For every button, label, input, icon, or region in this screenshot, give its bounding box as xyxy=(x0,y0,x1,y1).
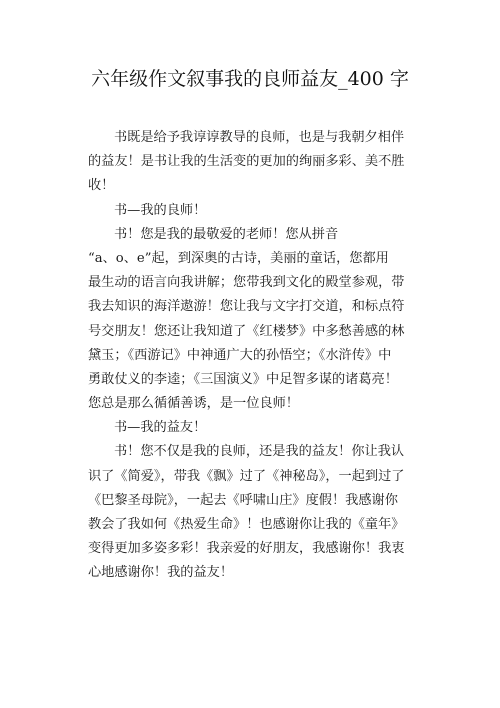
body-line: 《巴黎圣母院》，一起去《呼啸山庄》度假！我感谢你 xyxy=(88,492,398,508)
body-line: 黛玉；《西游记》中神通广大的孙悟空；《水浒传》中 xyxy=(88,347,392,363)
body-line: “a、o、e”起，到深奥的古诗，美丽的童话，您都用 xyxy=(88,250,389,266)
body-line: 识了《简爱》，带我《飘》过了《神秘岛》，一起到过了 xyxy=(88,468,405,484)
body-line: 您总是那么循循善诱，是一位良师！ xyxy=(88,396,299,412)
body-line: 书既是给予我谆谆教导的良师，也是与我朝夕相伴 xyxy=(114,130,405,145)
body-line: 书！您是我的最敬爱的老师！您从拼音 xyxy=(114,226,339,242)
document-title: 六年级作文叙事我的良师益友_400 字 xyxy=(91,68,409,90)
body-line: 最生动的语言向我讲解；您带我到文化的殿堂参观，带 xyxy=(88,275,405,291)
body-line: 号交朋友！您还让我知道了《红楼梦》中多愁善感的林 xyxy=(88,323,405,339)
body-line: 变得更加多姿多彩！我亲爱的好朋友，我感谢你！我衷 xyxy=(88,541,405,557)
body-line: 的益友！是书让我的生活变的更加的绚丽多彩、美不胜 xyxy=(88,154,405,170)
body-line: 书！您不仅是我的良师，还是我的益友！你让我认 xyxy=(114,444,405,460)
body-line: 勇敢仗义的李逵；《三国演义》中足智多谋的诸葛亮！ xyxy=(88,371,398,387)
body-line: 心地感谢你！我的益友！ xyxy=(88,565,234,581)
body-line: 书—我的良师！ xyxy=(114,202,207,218)
body-line: 收！ xyxy=(88,178,115,194)
body-line: 教会了我如何《热爱生命》！也感谢你让我的《童年》 xyxy=(88,517,405,532)
body-line: 我去知识的海洋遨游！您让我与文字打交道，和标点符 xyxy=(88,299,405,315)
document-body xyxy=(88,126,418,586)
body-line: 书—我的益友！ xyxy=(114,420,207,436)
